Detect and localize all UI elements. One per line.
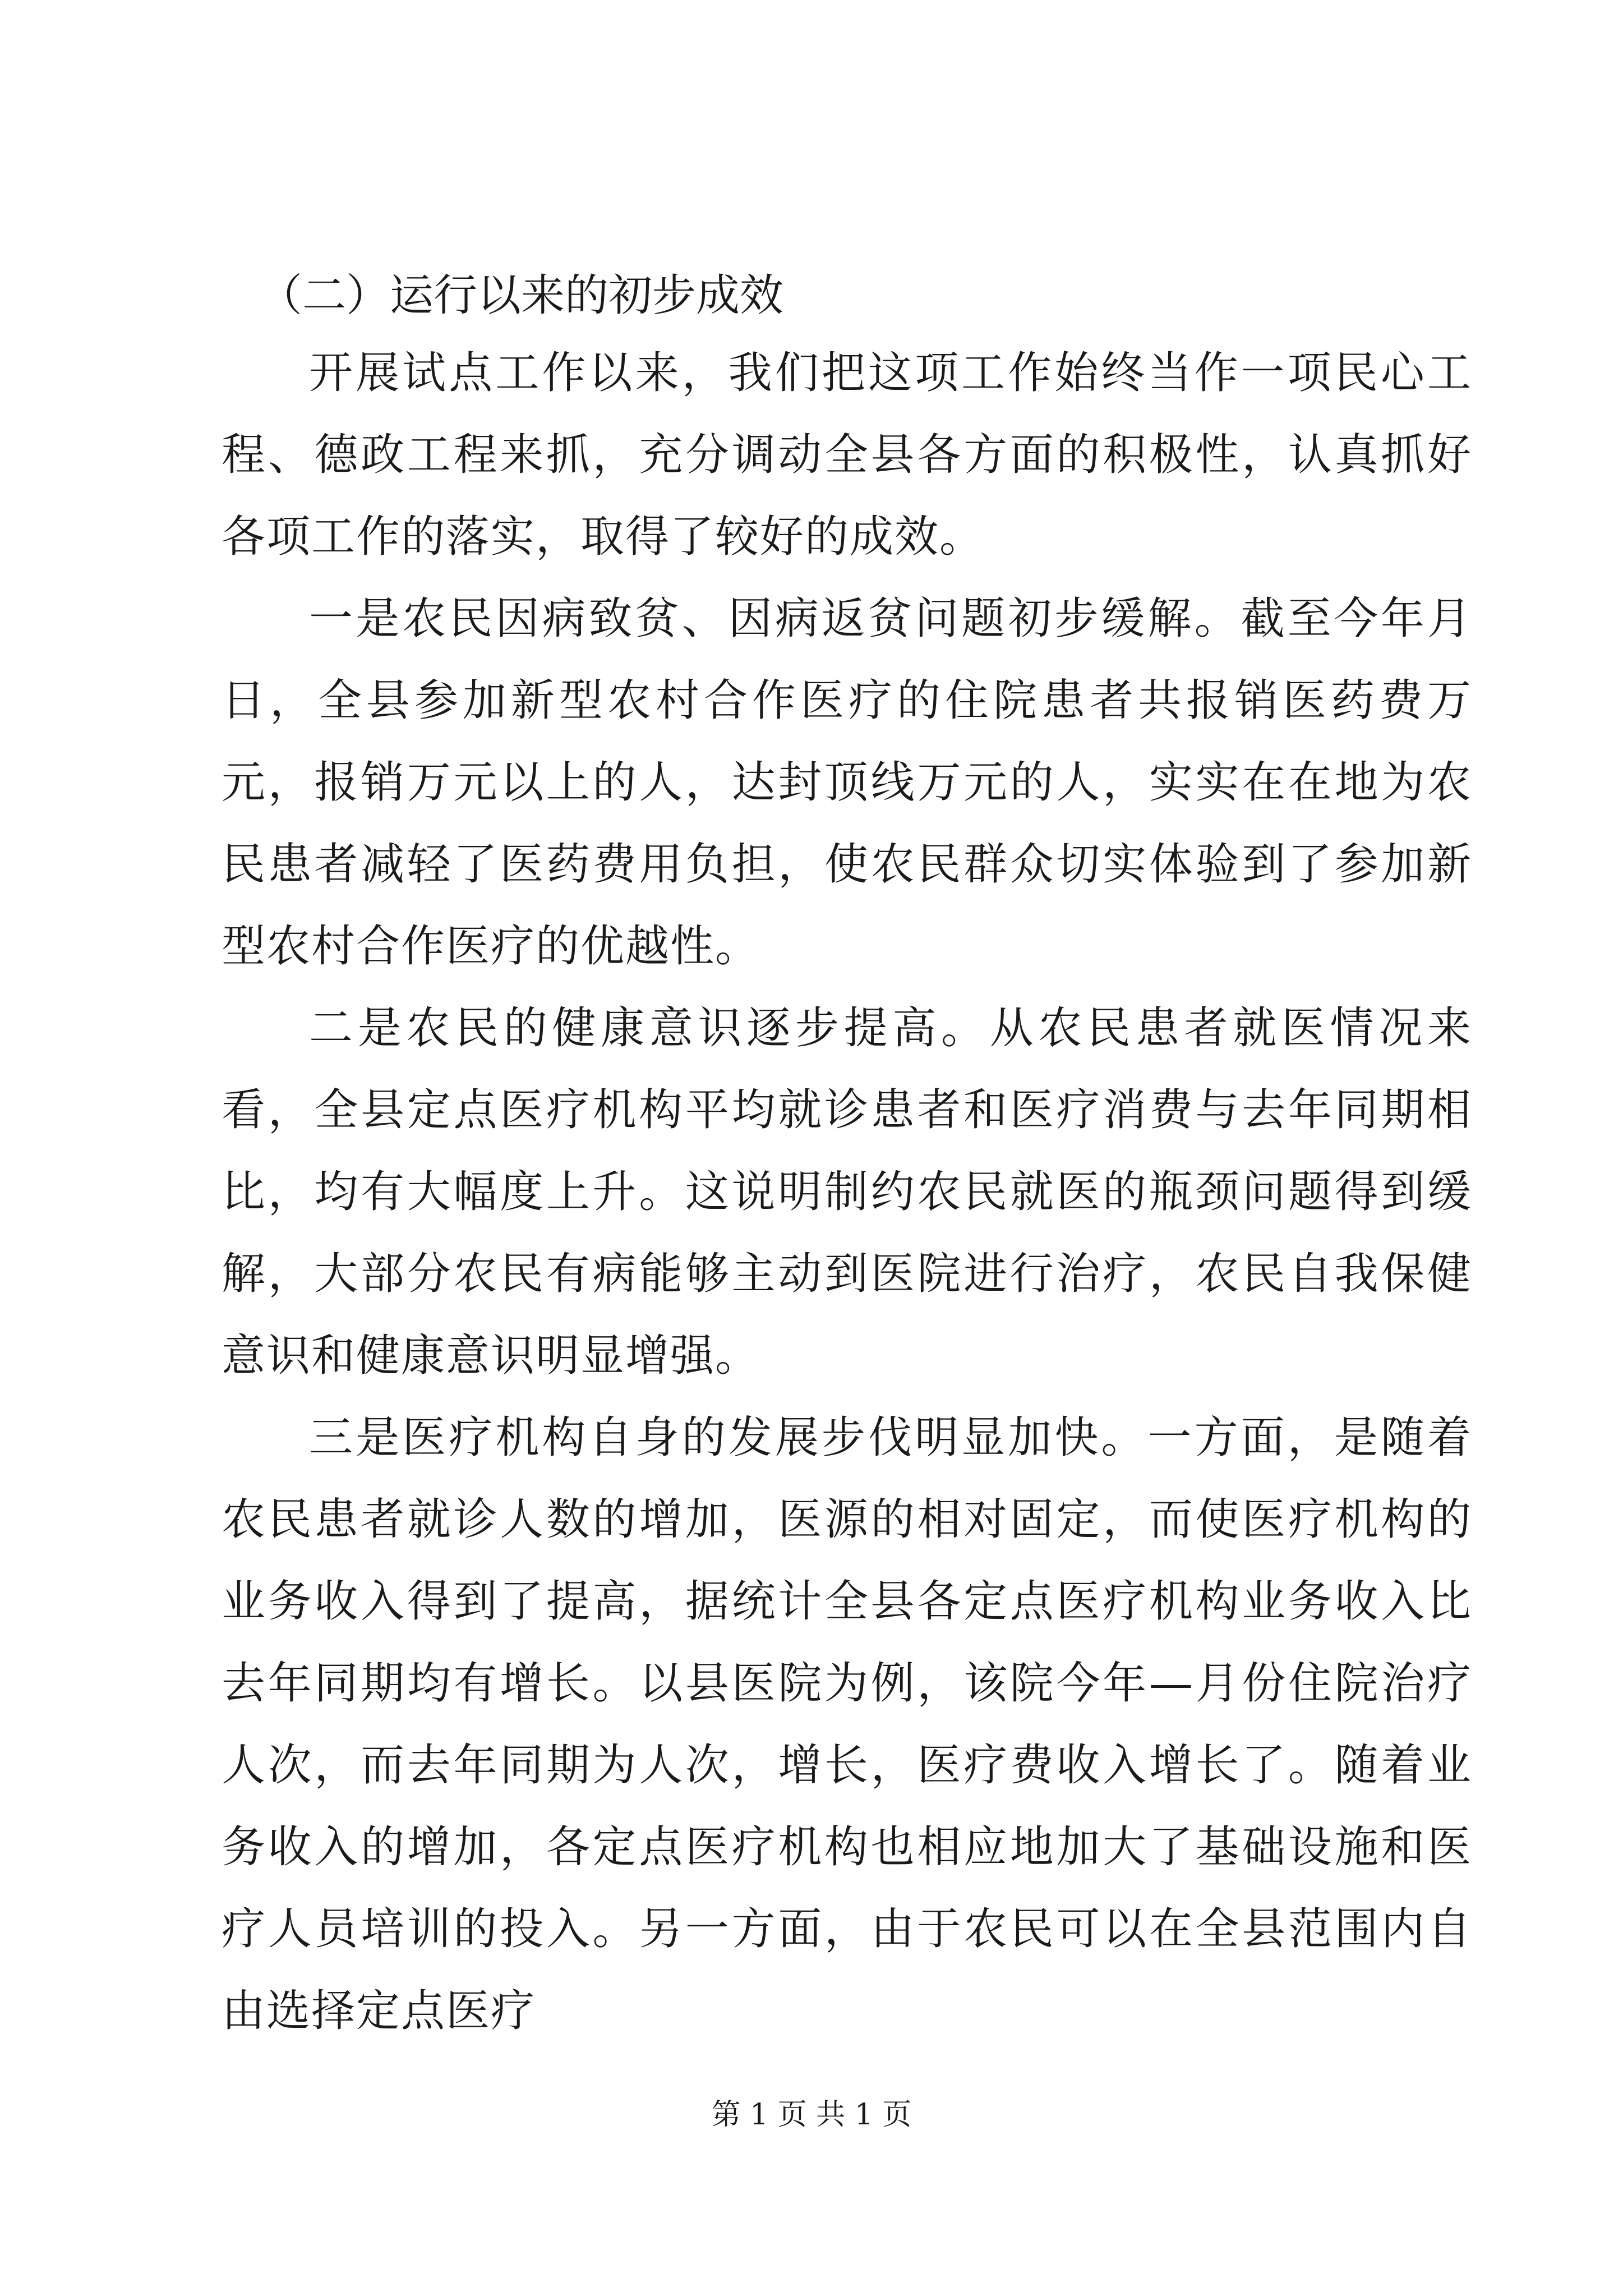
paragraph-point-one: 一是农民因病致贫、因病返贫问题初步缓解。截至今年月日，全县参加新型农村合作医疗的住院患者共报销医药费万元，报销万元以上的人，达封顶线万元的人，实实在在地为农民患者减轻了医药费用负担，使农民群众切实体验到了参加新型农村合作医疗的优越性。 (222, 593, 1472, 972)
paragraph-intro: 开展试点工作以来，我们把这项工作始终当作一项民心工程、德政工程来抓，充分调动全县各方面的积极性，认真抓好各项工作的落实，取得了较好的成效。 (222, 348, 1472, 562)
document-body (222, 259, 1472, 2052)
paragraph-point-two: 二是农民的健康意识逐步提高。从农民患者就医情况来看，全县定点医疗机构平均就诊患者和医疗消费与去年同期相比，均有大幅度上升。这说明制约农民就医的瓶颈问题得到缓解，大部分农民有病能够主动到医院进行治疗，农民自我保健意识和健康意识明显增强。 (222, 1003, 1472, 1381)
page-footer: 第 1 页 共 1 页 (711, 2098, 912, 2132)
paragraph-point-three: 三是医疗机构自身的发展步伐明显加快。一方面，是随着农民患者就诊人数的增加，医源的相对固定，而使医疗机构的业务收入得到了提高，据统计全县各定点医疗机构业务收入比去年同期均有增长。以县医院为例，该院今年—月份住院治疗人次，而去年同期为人次，增长，医疗费收入增长了。随着业务收入的增加，各定点医疗机构也相应地加大了基础设施和医疗人员培训的投入。另一方面，由于农民可以在全县范围内自由选择定点医疗 (222, 1412, 1472, 2036)
section-heading: （二）运行以来的初步成效 (259, 270, 784, 321)
